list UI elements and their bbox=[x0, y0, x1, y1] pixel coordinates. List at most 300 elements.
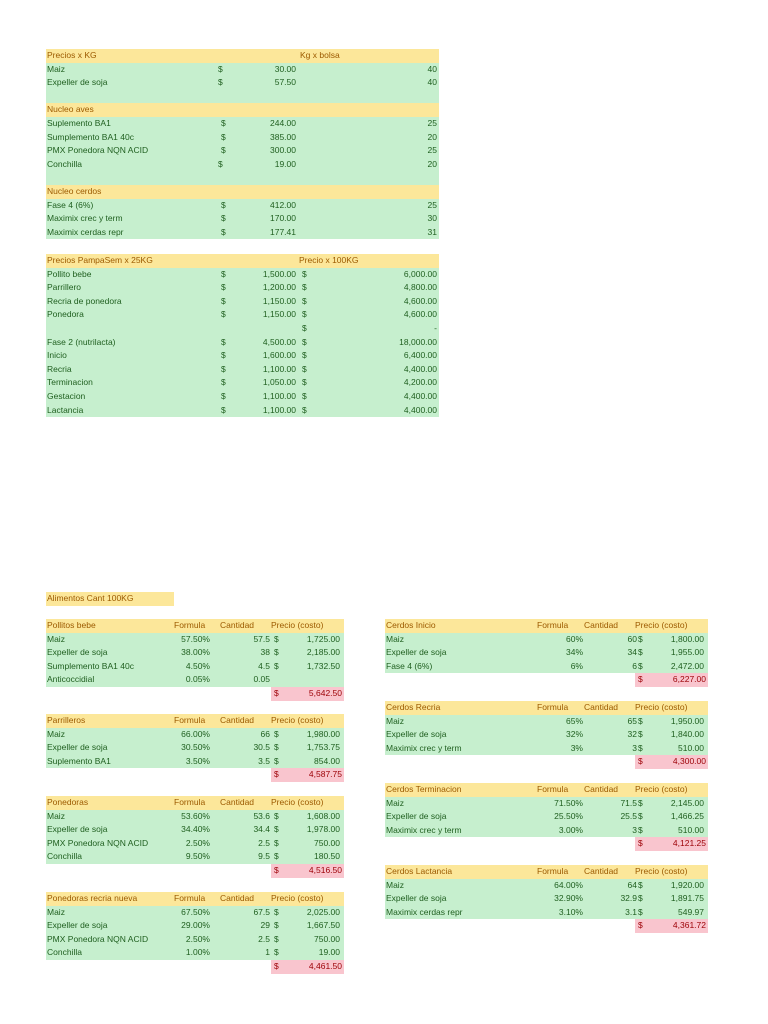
currency-symbol: $ bbox=[221, 199, 226, 210]
formula-table bbox=[46, 714, 344, 782]
currency-symbol: $ bbox=[221, 213, 226, 224]
item-name: Fase 4 (6%) bbox=[47, 199, 94, 210]
table-row bbox=[46, 741, 344, 755]
precio-100kg-title: Precio x 100KG bbox=[299, 255, 359, 265]
price-value: 57.50 bbox=[274, 77, 296, 88]
cantidad-column-header: Cantidad bbox=[220, 893, 255, 903]
cantidad-value: 38 bbox=[260, 647, 270, 658]
table-row bbox=[385, 646, 708, 660]
currency-symbol: $ bbox=[274, 906, 279, 917]
formula-table-title: Parrilleros bbox=[47, 715, 86, 725]
currency-symbol: $ bbox=[218, 77, 223, 88]
ingredient-name: Maiz bbox=[47, 728, 65, 739]
precio-column-header: Precio (costo) bbox=[271, 797, 324, 807]
currency-symbol: $ bbox=[221, 350, 226, 361]
precio-value: 1,980.00 bbox=[306, 728, 340, 739]
cantidad-value: 67.5 bbox=[253, 906, 270, 917]
price-100kg-value: 4,600.00 bbox=[403, 295, 437, 306]
precio-value: 510.00 bbox=[678, 742, 704, 753]
alimentos-title-row bbox=[46, 592, 174, 606]
item-name: Suplemento BA1 bbox=[47, 117, 111, 128]
formula-value: 34.40% bbox=[181, 824, 210, 835]
formula-table-header bbox=[46, 892, 344, 906]
ingredient-name: Maiz bbox=[386, 879, 404, 890]
formula-value: 32% bbox=[565, 729, 583, 740]
formula-value: 1.00% bbox=[185, 947, 210, 958]
currency-symbol: $ bbox=[638, 647, 643, 658]
item-name: Pollito bebe bbox=[47, 268, 92, 279]
price-100kg-value: 4,200.00 bbox=[403, 377, 437, 388]
formula-column-header: Formula bbox=[174, 893, 206, 903]
formula-value: 9.50% bbox=[185, 851, 210, 862]
currency-symbol: $ bbox=[221, 226, 226, 237]
precio-value: 1,725.00 bbox=[306, 633, 340, 644]
cantidad-value: 65 bbox=[627, 715, 637, 726]
ingredient-name: PMX Ponedora NQN ACID bbox=[47, 933, 149, 944]
price-100kg-value: 4,400.00 bbox=[403, 363, 437, 374]
currency-symbol: $ bbox=[221, 131, 226, 142]
total-value: 4,587.75 bbox=[308, 769, 342, 780]
total-cell bbox=[635, 919, 708, 933]
cantidad-column-header: Cantidad bbox=[220, 715, 255, 725]
formula-table bbox=[46, 892, 344, 974]
precio-column-header: Precio (costo) bbox=[635, 784, 688, 794]
currency-symbol: $ bbox=[221, 268, 226, 279]
table-row bbox=[385, 633, 708, 647]
cantidad-value: 34 bbox=[627, 647, 637, 658]
cantidad-value: 3.1 bbox=[625, 906, 637, 917]
formula-table bbox=[385, 701, 708, 769]
formula-table-header bbox=[385, 701, 708, 715]
item-name: Maximix cerdas repr bbox=[47, 226, 124, 237]
formula-table bbox=[46, 796, 344, 878]
formula-value: 34% bbox=[565, 647, 583, 658]
kg-value: 25 bbox=[427, 117, 437, 128]
table-row bbox=[46, 268, 439, 282]
table-row bbox=[385, 797, 708, 811]
formula-value: 6% bbox=[570, 660, 583, 671]
price-25kg-value: 1,200.00 bbox=[262, 282, 296, 293]
item-name: Sumplemento BA1 40c bbox=[47, 131, 134, 142]
formula-value: 3.10% bbox=[558, 906, 583, 917]
formula-value: 30.50% bbox=[181, 742, 210, 753]
total-row bbox=[385, 919, 708, 933]
ingredient-name: Expeller de soja bbox=[47, 824, 108, 835]
formula-value: 38.00% bbox=[181, 647, 210, 658]
currency-symbol: $ bbox=[302, 309, 307, 320]
item-name: Maiz bbox=[47, 63, 65, 74]
total-row bbox=[385, 673, 708, 687]
kg-value: 40 bbox=[427, 77, 437, 88]
currency-symbol: $ bbox=[302, 377, 307, 388]
item-name: Maximix crec y term bbox=[47, 213, 123, 224]
ingredient-name: Maximix crec y term bbox=[386, 824, 462, 835]
currency-symbol: $ bbox=[274, 633, 279, 644]
price-100kg-value: 4,400.00 bbox=[403, 390, 437, 401]
formula-column-header: Formula bbox=[537, 784, 569, 794]
table-row bbox=[46, 308, 439, 322]
currency-symbol: $ bbox=[638, 674, 643, 685]
cantidad-column-header: Cantidad bbox=[584, 702, 619, 712]
formula-table-title: Ponedoras recria nueva bbox=[47, 893, 138, 903]
precio-value: 2,145.00 bbox=[670, 797, 704, 808]
currency-symbol: $ bbox=[274, 824, 279, 835]
price-100kg-value: 4,800.00 bbox=[403, 282, 437, 293]
currency-symbol: $ bbox=[638, 893, 643, 904]
ingredient-name: Conchilla bbox=[47, 851, 82, 862]
precio-value: 180.50 bbox=[314, 851, 340, 862]
ingredient-name: Expeller de soja bbox=[47, 920, 108, 931]
cantidad-value: 25.5 bbox=[620, 811, 637, 822]
table-row bbox=[46, 363, 439, 377]
formula-value: 53.60% bbox=[181, 810, 210, 821]
spacer-row bbox=[46, 90, 439, 104]
table-row bbox=[46, 850, 344, 864]
total-value: 4,121.25 bbox=[672, 838, 706, 849]
cantidad-value: 3 bbox=[632, 824, 637, 835]
table-row bbox=[46, 919, 344, 933]
precio-value: 1,950.00 bbox=[670, 715, 704, 726]
cantidad-column-header: Cantidad bbox=[220, 620, 255, 630]
table-row bbox=[46, 810, 344, 824]
currency-symbol: $ bbox=[638, 838, 643, 849]
formula-table-header bbox=[385, 619, 708, 633]
cantidad-value: 32.9 bbox=[620, 893, 637, 904]
currency-symbol: $ bbox=[274, 755, 279, 766]
total-row bbox=[385, 755, 708, 769]
kg-value: 25 bbox=[427, 199, 437, 210]
formula-table-header bbox=[46, 619, 344, 633]
currency-symbol: $ bbox=[302, 322, 307, 333]
currency-symbol: $ bbox=[274, 851, 279, 862]
currency-symbol: $ bbox=[274, 769, 279, 780]
price-25kg-value: 4,500.00 bbox=[262, 336, 296, 347]
currency-symbol: $ bbox=[638, 920, 643, 931]
formula-table-header bbox=[46, 714, 344, 728]
formula-value: 0.05% bbox=[185, 674, 210, 685]
currency-symbol: $ bbox=[274, 810, 279, 821]
price-value: 244.00 bbox=[270, 117, 296, 128]
kg-bolsa-title: Kg x bolsa bbox=[300, 50, 340, 60]
cantidad-value: 2.5 bbox=[258, 933, 270, 944]
table-row bbox=[46, 390, 439, 404]
formula-value: 2.50% bbox=[185, 933, 210, 944]
cantidad-value: 64 bbox=[627, 879, 637, 890]
formula-table-title: Cerdos Recria bbox=[386, 702, 441, 712]
currency-symbol: $ bbox=[638, 824, 643, 835]
item-name: Recria bbox=[47, 363, 72, 374]
price-25kg-value: 1,150.00 bbox=[262, 309, 296, 320]
precio-value: 750.00 bbox=[314, 933, 340, 944]
currency-symbol: $ bbox=[221, 404, 226, 415]
item-name: Recria de ponedora bbox=[47, 295, 122, 306]
precio-column-header: Precio (costo) bbox=[635, 702, 688, 712]
precio-value: 1,466.25 bbox=[670, 811, 704, 822]
table-row bbox=[385, 728, 708, 742]
price-25kg-value: 1,100.00 bbox=[262, 363, 296, 374]
cantidad-value: 60 bbox=[627, 633, 637, 644]
table-row bbox=[385, 742, 708, 756]
formula-value: 66.00% bbox=[181, 728, 210, 739]
total-value: 4,516.50 bbox=[308, 864, 342, 875]
precio-value: 1,978.00 bbox=[306, 824, 340, 835]
currency-symbol: $ bbox=[638, 879, 643, 890]
item-name: Inicio bbox=[47, 350, 67, 361]
cantidad-value: 66 bbox=[260, 728, 270, 739]
ingredient-name: Fase 4 (6%) bbox=[386, 660, 433, 671]
ingredient-name: Maiz bbox=[386, 633, 404, 644]
precio-value: 2,025.00 bbox=[306, 906, 340, 917]
precio-value: 19.00 bbox=[318, 947, 340, 958]
formula-table-title: Cerdos Lactancia bbox=[386, 866, 453, 876]
cantidad-value: 2.5 bbox=[258, 837, 270, 848]
total-row bbox=[46, 687, 344, 701]
precios-kg-title: Precios x KG bbox=[47, 50, 97, 60]
table-row bbox=[46, 295, 439, 309]
cantidad-column-header: Cantidad bbox=[584, 620, 619, 630]
precio-value: 1,920.00 bbox=[670, 879, 704, 890]
table-row bbox=[46, 660, 344, 674]
ingredient-name: Expeller de soja bbox=[47, 742, 108, 753]
item-name: Ponedora bbox=[47, 309, 84, 320]
table-row bbox=[46, 117, 439, 131]
item-name: Conchilla bbox=[47, 158, 82, 169]
formula-table-header bbox=[385, 865, 708, 879]
price-25kg-value: 1,100.00 bbox=[262, 404, 296, 415]
currency-symbol: $ bbox=[638, 715, 643, 726]
precio-value: 750.00 bbox=[314, 837, 340, 848]
kg-value: 20 bbox=[427, 158, 437, 169]
total-value: 6,227.00 bbox=[672, 674, 706, 685]
table-row bbox=[385, 715, 708, 729]
table-row bbox=[46, 404, 439, 418]
precios-kg-table bbox=[46, 49, 439, 239]
formula-column-header: Formula bbox=[537, 866, 569, 876]
cantidad-column-header: Cantidad bbox=[584, 866, 619, 876]
spacer-row bbox=[46, 171, 439, 185]
price-25kg-value: 1,600.00 bbox=[262, 350, 296, 361]
kg-value: 30 bbox=[427, 213, 437, 224]
currency-symbol: $ bbox=[638, 811, 643, 822]
currency-symbol: $ bbox=[221, 390, 226, 401]
formula-table-title: Ponedoras bbox=[47, 797, 89, 807]
table-row bbox=[46, 633, 344, 647]
formula-column-header: Formula bbox=[537, 702, 569, 712]
alimentos-title: Alimentos Cant 100KG bbox=[47, 593, 134, 603]
formula-value: 65% bbox=[565, 715, 583, 726]
ingredient-name: Maiz bbox=[386, 715, 404, 726]
formula-table-header bbox=[385, 783, 708, 797]
nucleo-cerdos-title: Nucleo cerdos bbox=[47, 185, 102, 196]
cantidad-value: 1 bbox=[265, 947, 270, 958]
total-value: 5,642.50 bbox=[308, 687, 342, 698]
table-row bbox=[46, 673, 344, 687]
kg-value: 31 bbox=[427, 226, 437, 237]
cantidad-value: 6 bbox=[632, 660, 637, 671]
formula-column-header: Formula bbox=[174, 715, 206, 725]
formula-value: 4.50% bbox=[185, 660, 210, 671]
currency-symbol: $ bbox=[302, 404, 307, 415]
formula-value: 3.00% bbox=[558, 824, 583, 835]
price-value: 177.41 bbox=[270, 226, 296, 237]
ingredient-name: Suplemento BA1 bbox=[47, 755, 111, 766]
price-value: 412.00 bbox=[270, 199, 296, 210]
formula-table-title: Pollitos bebe bbox=[47, 620, 96, 630]
table-row bbox=[46, 322, 439, 336]
precio-value: 1,800.00 bbox=[670, 633, 704, 644]
currency-symbol: $ bbox=[302, 390, 307, 401]
ingredient-name: Anticoccidial bbox=[47, 674, 95, 685]
formula-table bbox=[385, 783, 708, 851]
ingredient-name: Sumplemento BA1 40c bbox=[47, 660, 134, 671]
table-row bbox=[46, 158, 439, 172]
currency-symbol: $ bbox=[638, 742, 643, 753]
table-row bbox=[385, 879, 708, 893]
currency-symbol: $ bbox=[218, 63, 223, 74]
table-row bbox=[46, 144, 439, 158]
price-100kg-value: 4,600.00 bbox=[403, 309, 437, 320]
ingredient-name: Expeller de soja bbox=[386, 729, 447, 740]
price-value: 385.00 bbox=[270, 131, 296, 142]
table-row bbox=[46, 336, 439, 350]
formula-table-header bbox=[46, 796, 344, 810]
table-row bbox=[385, 660, 708, 674]
table-row bbox=[46, 281, 439, 295]
currency-symbol: $ bbox=[221, 145, 226, 156]
currency-symbol: $ bbox=[221, 309, 226, 320]
total-cell bbox=[271, 687, 344, 701]
total-cell bbox=[635, 673, 708, 687]
table-row bbox=[46, 376, 439, 390]
pampasem-header bbox=[46, 254, 439, 268]
currency-symbol: $ bbox=[274, 742, 279, 753]
item-name: Terminacion bbox=[47, 377, 93, 388]
cantidad-value: 30.5 bbox=[253, 742, 270, 753]
precio-column-header: Precio (costo) bbox=[271, 893, 324, 903]
table-row bbox=[385, 906, 708, 920]
price-value: 30.00 bbox=[274, 63, 296, 74]
currency-symbol: $ bbox=[274, 687, 279, 698]
ingredient-name: Expeller de soja bbox=[47, 647, 108, 658]
currency-symbol: $ bbox=[302, 350, 307, 361]
currency-symbol: $ bbox=[638, 797, 643, 808]
kg-value: 20 bbox=[427, 131, 437, 142]
precio-column-header: Precio (costo) bbox=[635, 866, 688, 876]
total-value: 4,361.72 bbox=[672, 920, 706, 931]
cantidad-value: 34.4 bbox=[253, 824, 270, 835]
nucleo-cerdos-header bbox=[46, 185, 439, 199]
total-row bbox=[385, 837, 708, 851]
price-25kg-value: 1,100.00 bbox=[262, 390, 296, 401]
ingredient-name: Maximix crec y term bbox=[386, 742, 462, 753]
item-name: Lactancia bbox=[47, 404, 84, 415]
table-row bbox=[46, 63, 439, 77]
currency-symbol: $ bbox=[274, 947, 279, 958]
total-row bbox=[46, 864, 344, 878]
ingredient-name: PMX Ponedora NQN ACID bbox=[47, 837, 149, 848]
precio-value: 510.00 bbox=[678, 824, 704, 835]
precio-value: 1,753.75 bbox=[306, 742, 340, 753]
currency-symbol: $ bbox=[302, 268, 307, 279]
table-row bbox=[385, 810, 708, 824]
formula-value: 32.90% bbox=[554, 893, 583, 904]
precio-value: 1,608.00 bbox=[306, 810, 340, 821]
price-25kg-value: 1,050.00 bbox=[262, 377, 296, 388]
cantidad-value: 4.5 bbox=[258, 660, 270, 671]
currency-symbol: $ bbox=[274, 864, 279, 875]
formula-table bbox=[385, 619, 708, 687]
ingredient-name: Maiz bbox=[47, 633, 65, 644]
cantidad-value: 3 bbox=[632, 742, 637, 753]
currency-symbol: $ bbox=[221, 295, 226, 306]
currency-symbol: $ bbox=[274, 920, 279, 931]
kg-value: 25 bbox=[427, 145, 437, 156]
nucleo-aves-title: Nucleo aves bbox=[47, 104, 94, 115]
ingredient-name: Expeller de soja bbox=[386, 893, 447, 904]
precio-column-header: Precio (costo) bbox=[271, 715, 324, 725]
pampasem-rows bbox=[46, 268, 439, 418]
precio-column-header: Precio (costo) bbox=[635, 620, 688, 630]
formula-value: 67.50% bbox=[181, 906, 210, 917]
item-name: PMX Ponedora NQN ACID bbox=[47, 145, 149, 156]
currency-symbol: $ bbox=[302, 336, 307, 347]
formula-value: 3% bbox=[570, 742, 583, 753]
precios-kg-header bbox=[46, 49, 439, 63]
price-value: 19.00 bbox=[274, 158, 296, 169]
currency-symbol: $ bbox=[638, 906, 643, 917]
formula-table bbox=[46, 619, 344, 701]
currency-symbol: $ bbox=[302, 295, 307, 306]
formula-table bbox=[385, 865, 708, 933]
table-row bbox=[385, 824, 708, 838]
precio-value: 1,732.50 bbox=[306, 660, 340, 671]
ingredient-name: Conchilla bbox=[47, 947, 82, 958]
precio-value: 1,891.75 bbox=[670, 893, 704, 904]
table-row bbox=[46, 212, 439, 226]
formula-value: 71.50% bbox=[554, 797, 583, 808]
table-row bbox=[46, 837, 344, 851]
table-row bbox=[46, 933, 344, 947]
pampasem-title: Precios PampaSem x 25KG bbox=[47, 255, 153, 265]
currency-symbol: $ bbox=[221, 377, 226, 388]
total-cell bbox=[271, 864, 344, 878]
table-row bbox=[46, 728, 344, 742]
price-25kg-value: 1,150.00 bbox=[262, 295, 296, 306]
pampasem-table bbox=[46, 254, 439, 417]
ingredient-name: Expeller de soja bbox=[386, 811, 447, 822]
price-100kg-value: - bbox=[434, 322, 437, 333]
precio-value: 2,185.00 bbox=[306, 647, 340, 658]
alimentos-title-cell bbox=[46, 592, 174, 606]
cantidad-column-header: Cantidad bbox=[220, 797, 255, 807]
formula-value: 2.50% bbox=[185, 837, 210, 848]
table-row bbox=[46, 226, 439, 240]
cantidad-value: 0.05 bbox=[253, 674, 270, 685]
table-row bbox=[46, 349, 439, 363]
precio-value: 549.97 bbox=[678, 906, 704, 917]
total-cell bbox=[635, 755, 708, 769]
price-100kg-value: 18,000.00 bbox=[399, 336, 437, 347]
kg-value: 40 bbox=[427, 63, 437, 74]
cantidad-value: 3.5 bbox=[258, 755, 270, 766]
table-row bbox=[46, 906, 344, 920]
currency-symbol: $ bbox=[218, 158, 223, 169]
price-25kg-value: 1,500.00 bbox=[262, 268, 296, 279]
table-row bbox=[46, 76, 439, 90]
table-row bbox=[46, 646, 344, 660]
table-row bbox=[46, 199, 439, 213]
precio-column-header: Precio (costo) bbox=[271, 620, 324, 630]
